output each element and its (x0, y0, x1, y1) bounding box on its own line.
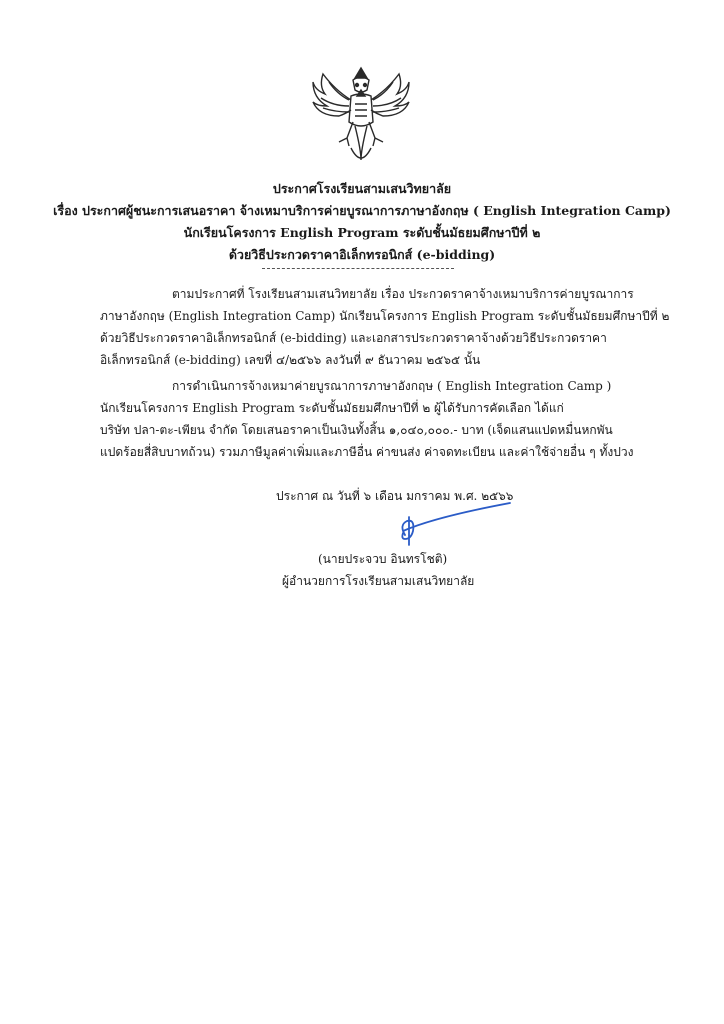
announcement-subject-line3: ด้วยวิธีประกวดราคาอิเล็กทรอนิกส์ (e-bidding) (228, 247, 496, 262)
handwritten-signature (395, 495, 515, 555)
paragraph-line: แปดร้อยสี่สิบบาทถ้วน) รวมภาษีมูลค่าเพิ่มและภาษีอื่น ค่าขนส่ง ค่าจดทะเบียน และค่าใช้จ่ายอื่น ๆ ทั้งปวง (100, 445, 634, 459)
announcement-date: ประกาศ ณ วันที่ ๖ เดือน มกราคม พ.ศ. ๒๕๖๖ (276, 489, 514, 503)
announcement-subject: เรื่อง ประกาศผู้ชนะการเสนอราคา จ้างเหมาบริการค่ายบูรณาการภาษาอังกฤษ ( English Integration Camp) (53, 203, 671, 218)
paragraph-line: ด้วยวิธีประกวดราคาอิเล็กทรอนิกส์ (e-bidding) และเอกสารประกวดราคาจ้างด้วยวิธีประกวดราคา (100, 331, 607, 345)
paragraph-line: นักเรียนโครงการ English Program ระดับชั้นมัธยมศึกษาปีที่ ๒ ผู้ได้รับการคัดเลือก ได้แก่ (100, 401, 564, 415)
paragraph-line: การดำเนินการจ้างเหมาค่ายบูรณาการภาษาอังกฤษ ( English Integration Camp ) (172, 379, 612, 393)
body-paragraph-1 (100, 283, 670, 371)
signer-position: ผู้อำนวยการโรงเรียนสามเสนวิทยาลัย (282, 574, 475, 588)
garuda-emblem-icon (305, 60, 417, 172)
separator-line (262, 268, 454, 269)
paragraph-line: อิเล็กทรอนิกส์ (e-bidding) เลขที่ ๔/๒๕๖๖ ลงวันที่ ๙ ธันวาคม ๒๕๖๕ นั้น (100, 353, 481, 367)
signer-name: (นายประจวบ อินทรโชติ) (318, 552, 448, 566)
announcement-subject-line2: นักเรียนโครงการ English Program ระดับชั้นมัธยมศึกษาปีที่ ๒ (183, 225, 541, 240)
paragraph-line: บริษัท ปลา-ตะ-เพียน จำกัด โดยเสนอราคาเป็นเงินทั้งสิ้น ๑,๐๔๐,๐๐๐.- บาท (เจ็ดแสนแปดหมื่นหกพัน (100, 423, 613, 437)
announcement-title: ประกาศโรงเรียนสามเสนวิทยาลัย (272, 181, 452, 196)
body-paragraph-2 (100, 375, 645, 463)
paragraph-line: ตามประกาศที่ โรงเรียนสามเสนวิทยาลัย เรื่อง ประกวดราคาจ้างเหมาบริการค่ายบูรณาการ (172, 287, 634, 301)
paragraph-line: ภาษาอังกฤษ (English Integration Camp) นักเรียนโครงการ English Program ระดับชั้นมัธยมศึกษาปีที่ ๒ (100, 309, 670, 323)
